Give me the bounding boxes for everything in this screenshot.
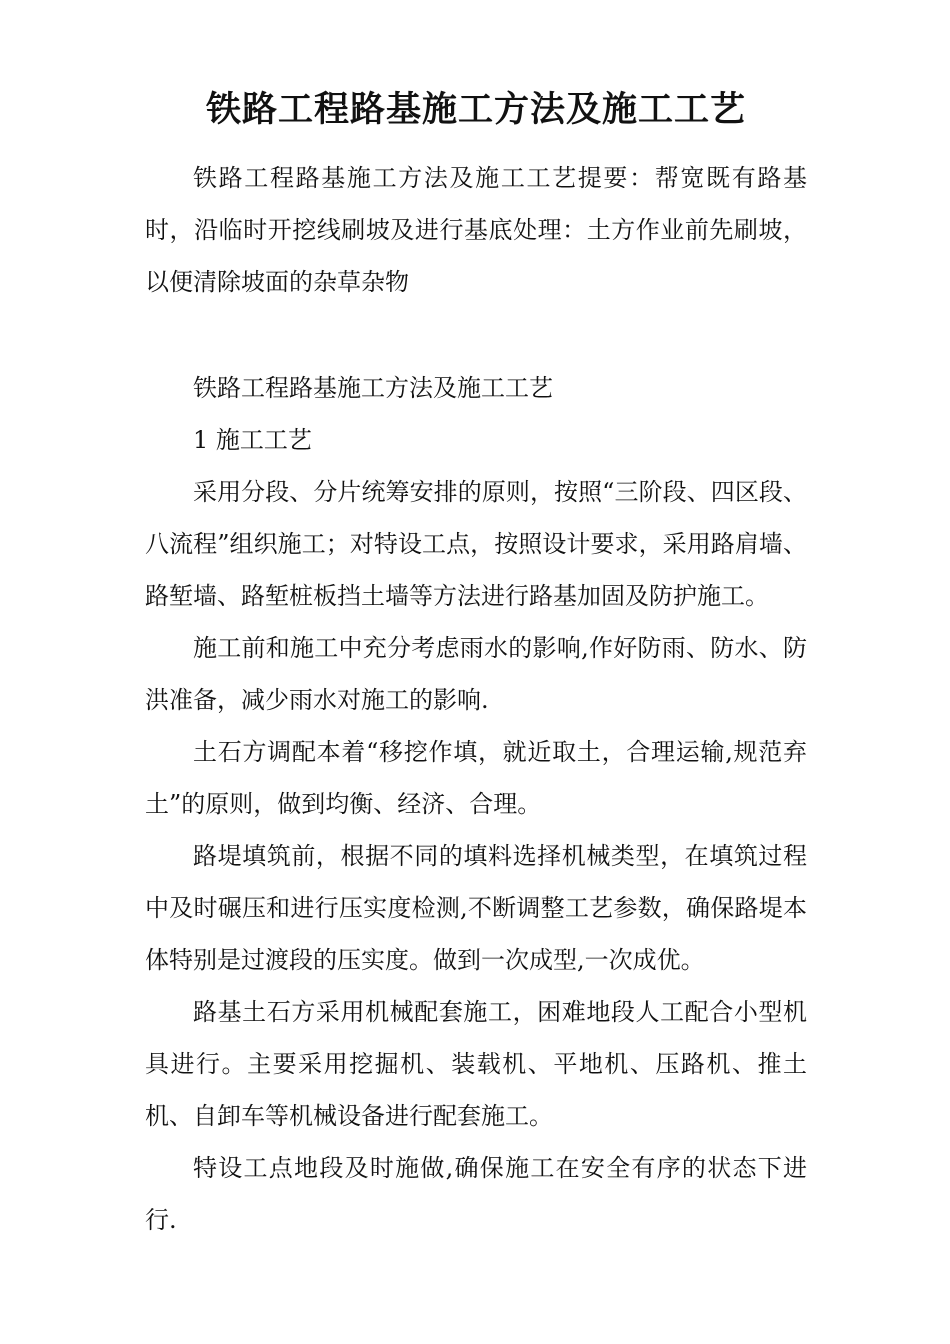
body-paragraph: 特设工点地段及时施做,确保施工在安全有序的状态下进行. [145, 1154, 807, 1234]
body-paragraph: 路堤填筑前，根据不同的填料选择机械类型，在填筑过程中及时碾压和进行压实度检测,不断调整工艺参数，确保路堤本体特别是过渡段的压实度。做到一次成型,一次成优。 [145, 842, 807, 974]
body-paragraph: 施工前和施工中充分考虑雨水的影响,作好防雨、防水、防洪准备，减少雨水对施工的影响. [145, 634, 807, 714]
body-paragraph: 路基土石方采用机械配套施工，困难地段人工配合小型机具进行。主要采用挖掘机、装载机、平地机、压路机、推土机、自卸车等机械设备进行配套施工。 [145, 998, 807, 1130]
page-title: 铁路工程路基施工方法及施工工艺 [205, 89, 746, 130]
body-paragraph: 采用分段、分片统筹安排的原则，按照“三阶段、四区段、八流程”组织施工；对特设工点，按照设计要求，采用路肩墙、路堑墙、路堑桩板挡土墙等方法进行路基加固及防护施工。 [145, 478, 807, 610]
summary-paragraph: 铁路工程路基施工方法及施工工艺提要：帮宽既有路基时，沿临时开挖线刷坡及进行基底处理：土方作业前先刷坡，以便清除坡面的杂草杂物 [145, 164, 807, 296]
subsection-heading: 1 施工工艺 [193, 426, 312, 454]
section-spacer [145, 308, 807, 362]
body-paragraph: 土石方调配本着“移挖作填，就近取土，合理运输,规范弃土”的原则，做到均衡、经济、合理。 [145, 738, 807, 818]
section-heading: 铁路工程路基施工方法及施工工艺 [193, 374, 553, 402]
